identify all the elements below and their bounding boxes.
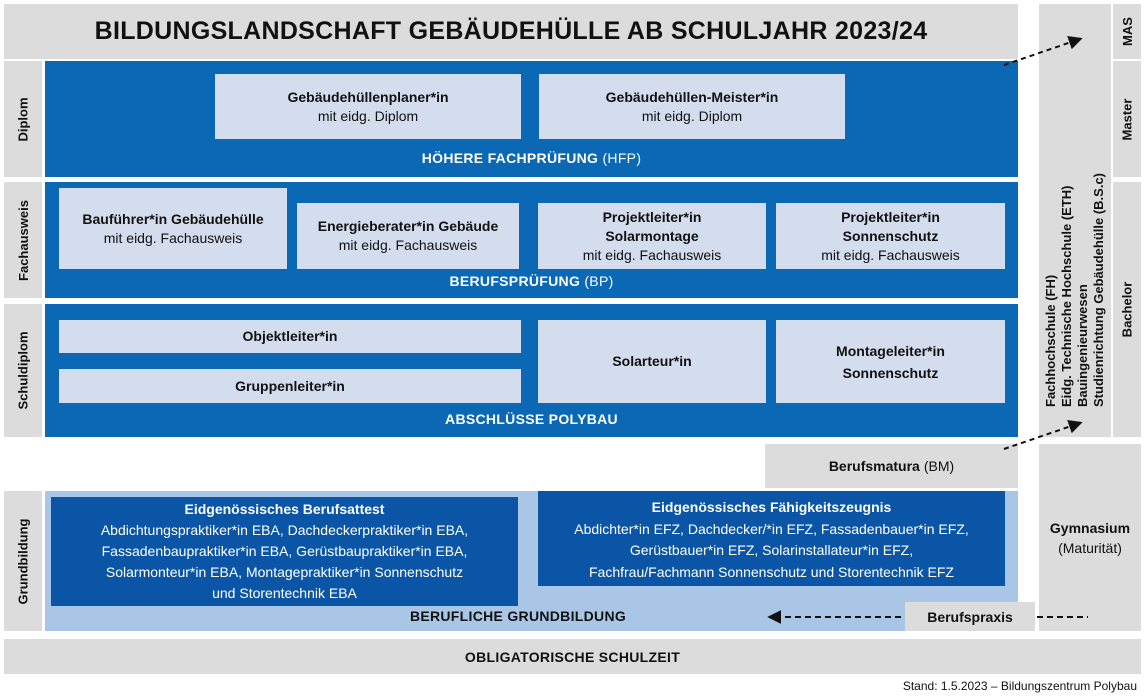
berufsmatura-bold: Berufsmatura: [828, 458, 920, 474]
polybau-montageleiter-line2: Sonnenschutz: [842, 364, 939, 381]
gymnasium-sub: (Maturität): [1058, 539, 1122, 556]
eba-line: Fassadenbaupraktiker*in EBA, Gerüstbaupraktiker*in EBA,: [101, 543, 468, 559]
level-fachausweis-text: Fachausweis: [15, 199, 31, 281]
mas-text: MAS: [1119, 17, 1135, 46]
polybau-montageleiter-line1: Montageleiter*in: [836, 342, 945, 359]
bp-band-abbr: (BP): [584, 273, 614, 289]
hochschule-line-fh: Fachhochschule (FH): [1043, 274, 1058, 407]
bp-box-solarmontage-title2: Solarmontage: [605, 227, 699, 244]
hfp-box-planer-sub: mit eidg. Diplom: [317, 107, 419, 124]
schulzeit-text: OBLIGATORISCHE SCHULZEIT: [464, 648, 681, 665]
bp-box-baufuehrer-sub: mit eidg. Fachausweis: [103, 229, 243, 246]
grundbildung-band-text: BERUFLICHE GRUNDBILDUNG: [409, 608, 627, 624]
hfp-box-planer-title: Gebäudehüllenplaner*in: [287, 88, 449, 105]
eba-title: Eidgenössisches Berufsattest: [184, 501, 385, 517]
bp-box-baufuehrer-title: Bauführer*in Gebäudehülle: [82, 210, 264, 227]
bp-box-sonnenschutz-title2: Sonnenschutz: [842, 227, 939, 244]
bp-box-solarmontage-title1: Projektleiter*in: [602, 208, 702, 225]
arrow-to-mas: [1004, 39, 1080, 65]
hfp-box-meister-title: Gebäudehüllen-Meister*in: [605, 88, 779, 105]
master-text: Master: [1119, 98, 1135, 140]
level-diplom-text: Diplom: [15, 96, 31, 142]
polybau-band-text: ABSCHLÜSSE POLYBAU: [445, 411, 618, 427]
hfp-band-bold: HÖHERE FACHPRÜFUNG: [421, 150, 599, 166]
level-grundbildung-text: Grundbildung: [15, 518, 31, 604]
page-title: BILDUNGSLANDSCHAFT GEBÄUDEHÜLLE AB SCHULJAHR 2023/24: [94, 17, 928, 45]
bp-box-energieberater-sub: mit eidg. Fachausweis: [338, 237, 478, 253]
level-schuldiplom-text: Schuldiplom: [15, 331, 31, 410]
eba-line: Abdichtungspraktiker*in EBA, Dachdeckerpraktiker*in EBA,: [100, 522, 469, 538]
polybau-solarteur-text: Solarteur*in: [612, 353, 692, 369]
polybau-objektleiter-text: Objektleiter*in: [242, 328, 338, 344]
arrow-to-bachelor: [1004, 423, 1080, 449]
bp-band-bold: BERUFSPRÜFUNG: [449, 273, 581, 289]
bachelor-text: Bachelor: [1119, 281, 1135, 338]
berufsmatura-abbr: (BM): [923, 458, 955, 474]
efz-title: Eidgenössisches Fähigkeitszeugnis: [651, 499, 892, 515]
efz-line: Fachfrau/Fachmann Sonnenschutz und Storentechnik EFZ: [589, 563, 954, 580]
bp-box-solarmontage-sub: mit eidg. Fachausweis: [582, 246, 722, 263]
eba-line: Solarmonteur*in EBA, Montagepraktiker*in Sonnenschutz: [105, 564, 464, 580]
berufspraxis-text: Berufspraxis: [927, 608, 1013, 625]
hfp-band-abbr: (HFP): [602, 150, 642, 166]
bp-box-sonnenschutz-title1: Projektleiter*in: [841, 208, 940, 225]
hochschule-line-bauing: Bauingenieurwesen: [1075, 284, 1090, 407]
hochschule-line-eth: Eidg. Technische Hochschule (ETH): [1059, 185, 1074, 407]
gymnasium-title: Gymnasium: [1049, 519, 1131, 536]
bp-box-energieberater-title: Energieberater*in Gebäude: [317, 218, 499, 234]
hfp-box-meister-sub: mit eidg. Diplom: [641, 107, 743, 124]
efz-line: Gerüstbauer*in EFZ, Solarinstallateur*in EFZ,: [629, 542, 914, 558]
stand-text: Stand: 1.5.2023 – Bildungszentrum Polybau: [902, 679, 1137, 693]
efz-line: Abdichter*in EFZ, Dachdecker/*in EFZ, Fassadenbauer*in EFZ,: [574, 520, 969, 537]
hochschule-line-studienrichtung: Studienrichtung Gebäudehülle (B.S.c): [1091, 172, 1106, 407]
polybau-gruppenleiter-text: Gruppenleiter*in: [235, 377, 345, 394]
bp-box-sonnenschutz-sub: mit eidg. Fachausweis: [821, 246, 960, 263]
eba-line: und Storentechnik EBA: [212, 585, 357, 601]
